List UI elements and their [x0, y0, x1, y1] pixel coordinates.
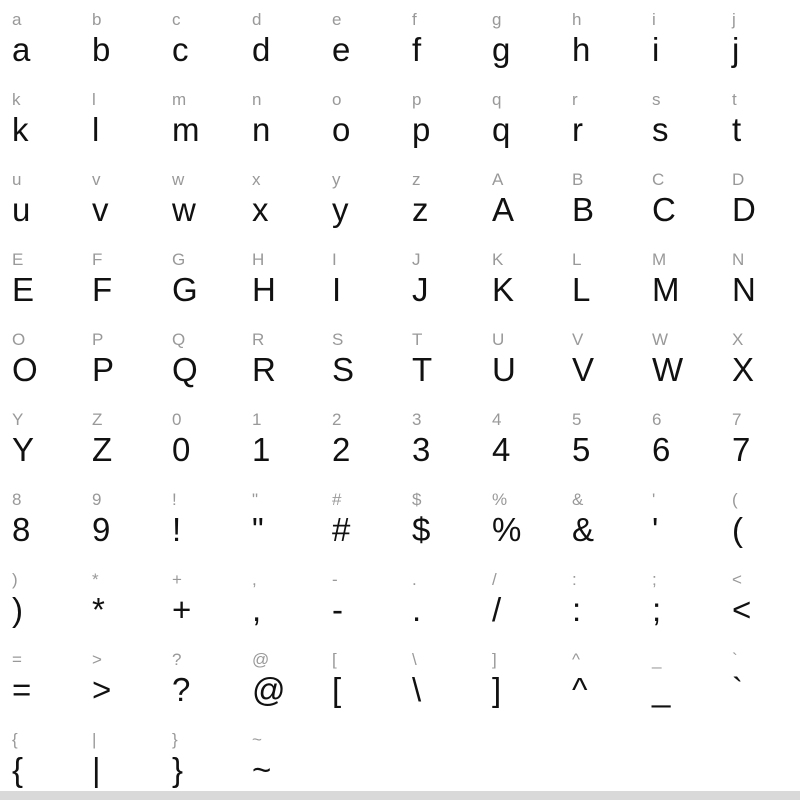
char-cell[interactable]	[240, 320, 320, 400]
char-code-label: s	[652, 90, 661, 109]
char-glyph-preview: )	[12, 591, 23, 628]
char-code-label: .	[412, 570, 417, 589]
char-glyph-preview: z	[412, 191, 429, 228]
char-cell[interactable]	[80, 640, 160, 720]
char-glyph-preview: l	[92, 111, 100, 148]
char-code-label: P	[92, 330, 104, 349]
char-cell[interactable]	[640, 560, 720, 640]
char-cell[interactable]	[240, 560, 320, 640]
char-code-label: _	[652, 650, 662, 669]
char-glyph-preview: 0	[172, 431, 191, 468]
char-glyph-preview: 3	[412, 431, 431, 468]
char-cell[interactable]	[240, 240, 320, 320]
char-glyph-preview: f	[412, 31, 422, 68]
char-glyph-preview: 2	[332, 431, 351, 468]
char-glyph-preview: B	[572, 191, 595, 228]
char-glyph-preview: -	[332, 591, 343, 628]
char-code-label: V	[572, 330, 584, 349]
char-cell[interactable]	[720, 160, 800, 240]
char-cell[interactable]	[720, 0, 800, 80]
char-cell[interactable]	[0, 640, 80, 720]
char-cell[interactable]	[400, 240, 480, 320]
char-code-label: &	[572, 490, 584, 509]
char-glyph-preview: }	[172, 751, 184, 788]
char-code-label: 8	[12, 490, 22, 509]
char-code-label: 0	[172, 410, 182, 429]
char-code-label: g	[492, 10, 502, 29]
char-cell[interactable]	[480, 560, 560, 640]
char-glyph-preview: w	[172, 191, 196, 228]
char-code-label: ?	[172, 650, 182, 669]
char-cell[interactable]	[240, 160, 320, 240]
char-code-label: |	[92, 730, 97, 749]
char-code-label: v	[92, 170, 101, 189]
char-code-label: w	[172, 170, 185, 189]
char-glyph-preview: M	[652, 271, 680, 308]
char-glyph-preview: _	[652, 671, 671, 708]
char-glyph-preview: *	[92, 591, 105, 628]
char-glyph-preview: :	[572, 591, 582, 628]
char-cell[interactable]	[160, 160, 240, 240]
char-glyph-preview: ~	[252, 751, 272, 788]
char-glyph-preview: j	[732, 31, 740, 68]
char-cell[interactable]	[240, 640, 320, 720]
char-code-label: l	[92, 90, 96, 109]
char-code-label: 2	[332, 410, 342, 429]
char-glyph-preview: >	[92, 671, 112, 708]
char-glyph-preview: Q	[172, 351, 198, 388]
char-cell[interactable]	[640, 480, 720, 560]
char-glyph-preview: q	[492, 111, 511, 148]
char-code-label: 9	[92, 490, 102, 509]
char-cell[interactable]	[640, 640, 720, 720]
char-cell[interactable]	[160, 720, 240, 800]
char-code-label: L	[572, 250, 582, 269]
char-glyph-preview: D	[732, 191, 756, 228]
char-cell[interactable]	[720, 480, 800, 560]
char-code-label: ,	[252, 570, 257, 589]
char-glyph-preview: I	[332, 271, 342, 308]
char-glyph-preview: ,	[252, 591, 262, 628]
char-code-label: S	[332, 330, 344, 349]
char-code-label: U	[492, 330, 505, 349]
char-code-label: Q	[172, 330, 186, 349]
char-cell[interactable]	[560, 640, 640, 720]
char-code-label: j	[732, 10, 736, 29]
char-code-label: `	[732, 650, 738, 669]
char-code-label: }	[172, 730, 178, 749]
char-code-label: E	[12, 250, 24, 269]
char-glyph-preview: R	[252, 351, 276, 388]
char-cell[interactable]	[80, 0, 160, 80]
char-glyph-preview: 5	[572, 431, 591, 468]
char-cell[interactable]	[560, 80, 640, 160]
char-glyph-preview: x	[252, 191, 269, 228]
char-code-label: D	[732, 170, 745, 189]
char-code-label: a	[12, 10, 22, 29]
char-code-label: o	[332, 90, 342, 109]
char-code-label: c	[172, 10, 181, 29]
char-glyph-preview: g	[492, 31, 511, 68]
char-code-label: q	[492, 90, 502, 109]
char-glyph-preview: $	[412, 511, 431, 548]
char-glyph-preview: H	[252, 271, 276, 308]
char-cell[interactable]	[160, 400, 240, 480]
char-cell[interactable]	[80, 80, 160, 160]
char-code-label: [	[332, 650, 337, 669]
char-cell[interactable]	[480, 0, 560, 80]
char-code-label: G	[172, 250, 186, 269]
char-code-label: h	[572, 10, 582, 29]
char-code-label: R	[252, 330, 265, 349]
char-code-label: =	[12, 650, 22, 669]
char-code-label: <	[732, 570, 742, 589]
char-code-label: "	[252, 490, 259, 509]
char-cell[interactable]	[400, 160, 480, 240]
char-code-label: :	[572, 570, 577, 589]
char-code-label: B	[572, 170, 584, 189]
char-code-label: %	[492, 490, 508, 509]
char-code-label: ;	[652, 570, 657, 589]
char-glyph-preview: V	[572, 351, 595, 388]
char-glyph-preview: k	[12, 111, 29, 148]
char-code-label: f	[412, 10, 417, 29]
char-glyph-preview: '	[652, 511, 659, 548]
char-cell[interactable]	[0, 400, 80, 480]
char-cell[interactable]	[480, 400, 560, 480]
char-cell[interactable]	[640, 240, 720, 320]
char-code-label: 1	[252, 410, 262, 429]
char-code-label: t	[732, 90, 737, 109]
char-cell[interactable]	[240, 720, 320, 800]
char-code-label: C	[652, 170, 665, 189]
char-cell[interactable]	[240, 480, 320, 560]
char-glyph-preview: v	[92, 191, 109, 228]
char-glyph-preview: +	[172, 591, 192, 628]
char-glyph-preview: L	[572, 271, 591, 308]
char-code-label: ^	[572, 650, 580, 669]
char-cell[interactable]	[400, 640, 480, 720]
char-code-label: ~	[252, 730, 262, 749]
char-glyph-preview: .	[412, 591, 422, 628]
char-glyph-preview: h	[572, 31, 591, 68]
char-glyph-preview: |	[92, 751, 101, 788]
char-glyph-preview: #	[332, 511, 351, 548]
char-cell[interactable]	[400, 320, 480, 400]
char-glyph-preview: 8	[12, 511, 31, 548]
char-cell[interactable]	[80, 160, 160, 240]
char-glyph-preview: d	[252, 31, 271, 68]
char-cell[interactable]	[400, 80, 480, 160]
char-glyph-preview: X	[732, 351, 755, 388]
char-code-label: x	[252, 170, 261, 189]
char-glyph-preview: {	[12, 751, 24, 788]
char-glyph-preview: ;	[652, 591, 662, 628]
char-cell[interactable]	[480, 320, 560, 400]
char-code-label: N	[732, 250, 745, 269]
char-cell[interactable]	[560, 560, 640, 640]
char-glyph-preview: !	[172, 511, 182, 548]
char-cell[interactable]	[560, 240, 640, 320]
char-code-label: {	[12, 730, 18, 749]
char-code-label: X	[732, 330, 744, 349]
char-glyph-preview: T	[412, 351, 433, 388]
char-cell[interactable]	[160, 560, 240, 640]
char-glyph-preview: ^	[572, 671, 588, 708]
char-code-label: (	[732, 490, 738, 509]
char-glyph-preview: a	[12, 31, 31, 68]
char-cell[interactable]	[0, 720, 80, 800]
char-glyph-preview: U	[492, 351, 516, 388]
char-cell[interactable]	[240, 80, 320, 160]
char-glyph-preview: 7	[732, 431, 751, 468]
char-glyph-preview: S	[332, 351, 355, 388]
char-code-label: d	[252, 10, 262, 29]
char-code-label: T	[412, 330, 423, 349]
char-glyph-preview: /	[492, 591, 502, 628]
char-glyph-preview: r	[572, 111, 583, 148]
char-cell[interactable]	[160, 480, 240, 560]
char-glyph-preview: N	[732, 271, 756, 308]
char-glyph-preview: P	[92, 351, 115, 388]
char-glyph-preview: n	[252, 111, 271, 148]
char-cell[interactable]	[320, 80, 400, 160]
char-code-label: \	[412, 650, 417, 669]
char-glyph-preview: `	[732, 671, 743, 708]
char-cell[interactable]	[400, 560, 480, 640]
char-cell[interactable]	[720, 240, 800, 320]
char-code-label: k	[12, 90, 21, 109]
char-cell[interactable]	[560, 160, 640, 240]
char-cell[interactable]	[320, 560, 400, 640]
char-cell[interactable]	[320, 0, 400, 80]
char-cell[interactable]	[320, 240, 400, 320]
char-glyph-preview: s	[652, 111, 669, 148]
char-cell[interactable]	[480, 480, 560, 560]
char-glyph-preview: Y	[12, 431, 35, 468]
char-glyph-preview: O	[12, 351, 38, 388]
char-glyph-preview: =	[12, 671, 32, 708]
char-glyph-preview: @	[252, 671, 286, 708]
char-cell[interactable]	[640, 160, 720, 240]
char-code-label: '	[652, 490, 656, 509]
char-glyph-preview: e	[332, 31, 351, 68]
char-cell[interactable]	[0, 160, 80, 240]
char-glyph-preview: %	[492, 511, 522, 548]
char-code-label: 3	[412, 410, 422, 429]
char-glyph-preview: C	[652, 191, 676, 228]
char-glyph-preview: b	[92, 31, 111, 68]
char-code-label: p	[412, 90, 422, 109]
char-glyph-preview: ?	[172, 671, 191, 708]
char-code-label: m	[172, 90, 187, 109]
char-cell[interactable]	[0, 560, 80, 640]
char-code-label: I	[332, 250, 337, 269]
char-code-label: O	[12, 330, 26, 349]
char-glyph-preview: c	[172, 31, 189, 68]
char-glyph-preview: K	[492, 271, 515, 308]
char-cell[interactable]	[560, 320, 640, 400]
char-glyph-preview: &	[572, 511, 595, 548]
char-cell[interactable]	[640, 0, 720, 80]
char-cell[interactable]	[480, 80, 560, 160]
char-code-label: /	[492, 570, 497, 589]
char-cell[interactable]	[720, 320, 800, 400]
char-glyph-preview: 9	[92, 511, 111, 548]
char-cell[interactable]	[400, 0, 480, 80]
char-code-label: )	[12, 570, 18, 589]
char-glyph-preview: ]	[492, 671, 502, 708]
char-cell[interactable]	[320, 640, 400, 720]
char-glyph-preview: Z	[92, 431, 113, 468]
char-cell[interactable]	[160, 80, 240, 160]
char-code-label: ]	[492, 650, 497, 669]
char-cell[interactable]	[400, 400, 480, 480]
char-cell[interactable]	[80, 720, 160, 800]
char-cell[interactable]	[480, 240, 560, 320]
char-cell[interactable]	[0, 320, 80, 400]
char-glyph-preview: \	[412, 671, 422, 708]
char-glyph-preview: m	[172, 111, 200, 148]
char-code-label: i	[652, 10, 656, 29]
char-code-label: r	[572, 90, 578, 109]
char-cell[interactable]	[720, 560, 800, 640]
char-cell[interactable]	[640, 320, 720, 400]
char-cell[interactable]	[480, 640, 560, 720]
char-cell[interactable]	[160, 0, 240, 80]
char-code-label: Z	[92, 410, 103, 429]
char-cell[interactable]	[160, 640, 240, 720]
char-code-label: u	[12, 170, 22, 189]
char-code-label: !	[172, 490, 177, 509]
char-code-label: J	[412, 250, 421, 269]
char-code-label: #	[332, 490, 342, 509]
char-code-label: n	[252, 90, 262, 109]
char-cell[interactable]	[320, 160, 400, 240]
char-glyph-preview: 4	[492, 431, 511, 468]
char-glyph-preview: o	[332, 111, 351, 148]
char-code-label: e	[332, 10, 342, 29]
char-cell[interactable]	[720, 80, 800, 160]
char-glyph-preview: G	[172, 271, 198, 308]
char-code-label: F	[92, 250, 103, 269]
char-cell[interactable]	[80, 400, 160, 480]
char-code-label: @	[252, 650, 270, 669]
char-code-label: Y	[12, 410, 24, 429]
char-cell[interactable]	[560, 0, 640, 80]
char-glyph-preview: "	[252, 511, 264, 548]
char-code-label: 5	[572, 410, 582, 429]
char-cell[interactable]	[560, 480, 640, 560]
char-cell[interactable]	[160, 240, 240, 320]
char-code-label: b	[92, 10, 102, 29]
char-cell[interactable]	[560, 400, 640, 480]
char-code-label: $	[412, 490, 422, 509]
char-cell[interactable]	[80, 560, 160, 640]
char-code-label: W	[652, 330, 669, 349]
char-code-label: z	[412, 170, 421, 189]
char-glyph-preview: t	[732, 111, 742, 148]
char-code-label: *	[92, 570, 99, 589]
char-code-label: H	[252, 250, 265, 269]
char-cell[interactable]	[720, 640, 800, 720]
char-cell[interactable]	[320, 400, 400, 480]
char-cell[interactable]	[240, 400, 320, 480]
char-glyph-preview: F	[92, 271, 113, 308]
char-code-label: K	[492, 250, 504, 269]
char-glyph-preview: 1	[252, 431, 271, 468]
char-cell[interactable]	[480, 160, 560, 240]
char-cell[interactable]	[160, 320, 240, 400]
char-cell[interactable]	[400, 480, 480, 560]
char-glyph-preview: p	[412, 111, 431, 148]
char-cell[interactable]	[80, 240, 160, 320]
char-cell[interactable]	[720, 400, 800, 480]
char-glyph-preview: J	[412, 271, 429, 308]
char-cell[interactable]	[320, 480, 400, 560]
char-cell[interactable]	[240, 0, 320, 80]
char-glyph-preview: (	[732, 511, 743, 548]
char-glyph-preview: W	[652, 351, 684, 388]
char-glyph-preview: A	[492, 191, 515, 228]
char-cell[interactable]	[640, 400, 720, 480]
char-code-label: +	[172, 570, 182, 589]
char-code-label: 7	[732, 410, 742, 429]
char-glyph-preview: u	[12, 191, 31, 228]
char-code-label: A	[492, 170, 504, 189]
char-cell[interactable]	[0, 480, 80, 560]
char-cell[interactable]	[0, 0, 80, 80]
char-cell[interactable]	[320, 320, 400, 400]
char-glyph-preview: [	[332, 671, 342, 708]
char-code-label: M	[652, 250, 667, 269]
char-glyph-preview: 6	[652, 431, 671, 468]
char-glyph-preview: E	[12, 271, 35, 308]
char-cell[interactable]	[640, 80, 720, 160]
char-code-label: 6	[652, 410, 662, 429]
char-code-label: >	[92, 650, 102, 669]
bottom-window-edge	[0, 791, 800, 800]
char-cell[interactable]	[0, 240, 80, 320]
char-code-label: -	[332, 570, 338, 589]
char-code-label: y	[332, 170, 341, 189]
char-code-label: 4	[492, 410, 502, 429]
char-cell[interactable]	[80, 480, 160, 560]
char-glyph-preview: i	[652, 31, 660, 68]
char-cell[interactable]	[80, 320, 160, 400]
char-glyph-preview: <	[732, 591, 752, 628]
char-glyph-preview: y	[332, 191, 349, 228]
char-cell[interactable]	[0, 80, 80, 160]
